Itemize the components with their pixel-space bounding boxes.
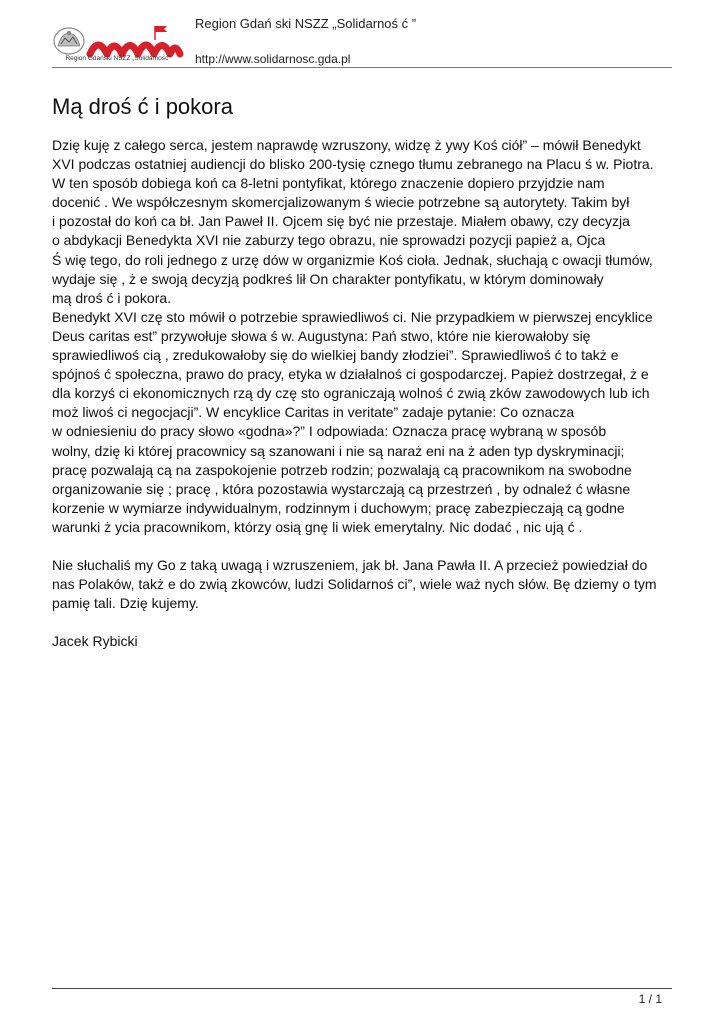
- article-line: Deus caritas est” przywołuje słowa ś w. Augustyna: Pań stwo, które nie kierowałoby się: [52, 327, 591, 344]
- article-line: Dzię kuję z całego serca, jestem naprawdę wzruszony, widzę ż ywy Koś ciół” – mówił Benedykt: [52, 137, 641, 153]
- article-line: organizowanie się ; pracę , która pozostawia wystarczają cą przestrzeń , by odnaleź ć własne: [52, 480, 631, 497]
- article-title: Mą droś ć i pokora: [52, 94, 233, 119]
- paragraph-gap: [52, 613, 712, 632]
- logo-caption: Region Gdański NSZZ „Solidarność”: [65, 55, 171, 62]
- article-line: Benedykt XVI czę sto mówił o potrzebie sprawiedliwoś ci. Nie przypadkiem w pierwszej encyklice: [52, 308, 653, 325]
- article-body: [52, 136, 712, 652]
- article-line: i pozostał do koń ca bł. Jan Paweł II. Ojcem się być nie przestaje. Miałem obawy, czy decyzja: [52, 213, 630, 230]
- article-line: W ten sposób dobiega koń ca 8-letni pontyfikat, którego znaczenie dopiero przyjdzie nam: [52, 175, 605, 192]
- page-number: 1 / 1: [638, 992, 662, 1006]
- article-line: pamię tali. Dzię kujemy.: [52, 595, 199, 612]
- header-title: Region Gdań ski NSZZ „Solidarnoś ć ”: [195, 16, 417, 31]
- paragraph-gap: [52, 537, 712, 556]
- article-line: pracę pozwalają cą na zaspokojenie potrzeb rodzin; pozwalają cą pracownikom na swobodne: [52, 461, 632, 478]
- article-line: w odniesieniu do pracy słowo «godna»?” I odpowiada: Oznacza pracę wybraną w sposób: [52, 423, 607, 440]
- solidarnosc-wordmark: [85, 26, 181, 58]
- article-line: nas Polaków, takż e do zwią zkowców, ludzi Solidarnoś ci”, wiele waż nych słów. Bę dziemy o tym: [52, 576, 657, 593]
- header-url-link[interactable]: http://www.solidarnosc.gda.pl: [195, 52, 351, 66]
- article-line: sprawiedliwoś cią , zredukowałoby się do wielkiej bandy złodziei”. Sprawiedliwoś ć to takż e: [52, 347, 619, 364]
- article-line: warunki ż ycia pracownikom, którzy osią gnę li wiek emerytalny. Nic dodać , nic ują ć .: [52, 518, 583, 535]
- page-header: [52, 12, 672, 70]
- article-line: spójnoś ć społeczna, prawo do pracy, etyka w działalnoś ci gospodarczej. Papież dostrzegał, ż e: [52, 366, 649, 383]
- article-line: docenić . We współczesnym skomercjalizowanym ś wiecie potrzebne są autorytety. Takim był: [52, 194, 630, 211]
- article-line: o abdykacji Benedykta XVI nie zaburzy tego obrazu, nie sprowadzi pozycji papież a, Ojca: [52, 232, 606, 249]
- article-line: Ś wię tego, do roli jednego z urzę dów w organizmie Koś cioła. Jednak, słuchają c owacji tłumów,: [52, 251, 653, 268]
- article-line: wolny, dzię ki której pracownicy są szanowani i nie są naraż eni na ż aden typ dyskryminacji;: [52, 442, 625, 459]
- article-line: XVI podczas ostatniej audiencji do blisko 200-tysię cznego tłumu zebranego na Placu ś w. Piotra.: [52, 156, 654, 173]
- article-line: moż liwoś ci negocjacji”. W encyklice Caritas in veritate” zadaje pytanie: Co oznacza: [52, 404, 575, 421]
- article-line: Nie słuchaliś my Go z taką uwagą i wzruszeniem, jak bł. Jana Pawła II. A przecież powiedział do: [52, 557, 648, 574]
- article-line: mą droś ć i pokora.: [52, 289, 172, 306]
- header-divider: [52, 67, 672, 68]
- union-emblem-icon: [54, 28, 84, 54]
- author-name: Jacek Rybicki: [52, 633, 138, 650]
- footer-divider: [52, 988, 672, 989]
- article-line: wydaje się , ż e swoją decyzją podkreś lił On charakter pontyfikatu, w którym dominowały: [52, 270, 604, 287]
- article-line: dla korzyś ci ekonomicznych rzą dy czę sto ograniczają wolnoś ć zwią zków zawodowych lub ich: [52, 385, 650, 402]
- article-line: korzenie w wymiarze indywidualnym, rodzinnym i duchowym; pracę zabezpieczają cą godne: [52, 499, 625, 516]
